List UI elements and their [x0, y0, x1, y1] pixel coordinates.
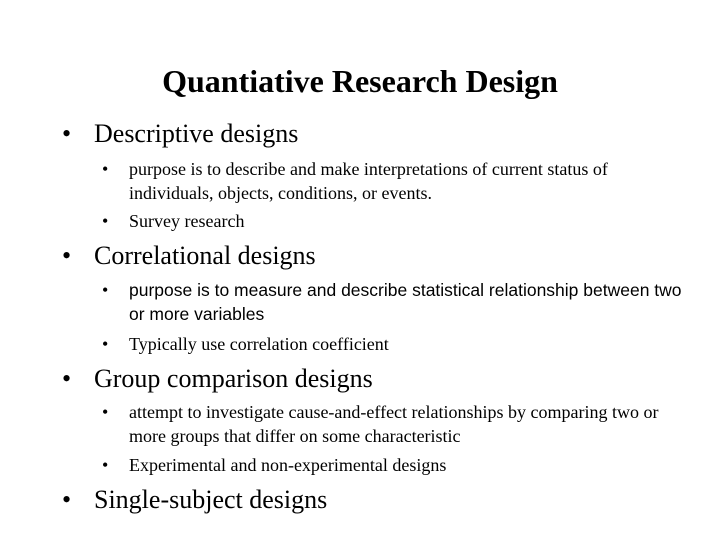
bullet-icon: • — [62, 119, 72, 148]
section-heading-text: Descriptive designs — [94, 119, 299, 148]
list-item — [102, 400, 682, 448]
section-heading-text: Single-subject designs — [94, 485, 328, 514]
list-item — [102, 278, 682, 326]
slide-title: Quantiative Research Design — [162, 63, 558, 99]
list-item — [102, 332, 682, 356]
list-item-text: purpose is to measure and describe statistical relationship between two or more variables — [129, 280, 682, 324]
bullet-icon: • — [102, 402, 109, 422]
bullet-icon: • — [102, 455, 109, 475]
bullet-icon: • — [62, 241, 72, 270]
section-heading-text: Group comparison designs — [94, 364, 373, 393]
list-item — [102, 453, 682, 477]
list-item-text: Survey research — [129, 211, 245, 231]
section-heading-text: Correlational designs — [94, 241, 316, 270]
bullet-icon: • — [102, 280, 109, 300]
bullet-icon: • — [62, 485, 72, 514]
bullet-icon: • — [102, 334, 109, 354]
bullet-icon: • — [62, 364, 72, 393]
bullet-icon: • — [102, 211, 109, 231]
list-item-text: attempt to investigate cause-and-effect relationships by comparing two or more groups that differ on some characteristic — [129, 402, 659, 446]
list-item-text: Typically use correlation coefficient — [129, 334, 389, 354]
list-item — [102, 209, 682, 233]
bullet-icon: • — [102, 159, 109, 179]
list-item — [102, 157, 682, 205]
list-item-text: purpose is to describe and make interpretations of current status of individuals, objects, conditions, or events. — [129, 159, 608, 203]
list-item-text: Experimental and non-experimental designs — [129, 455, 447, 475]
